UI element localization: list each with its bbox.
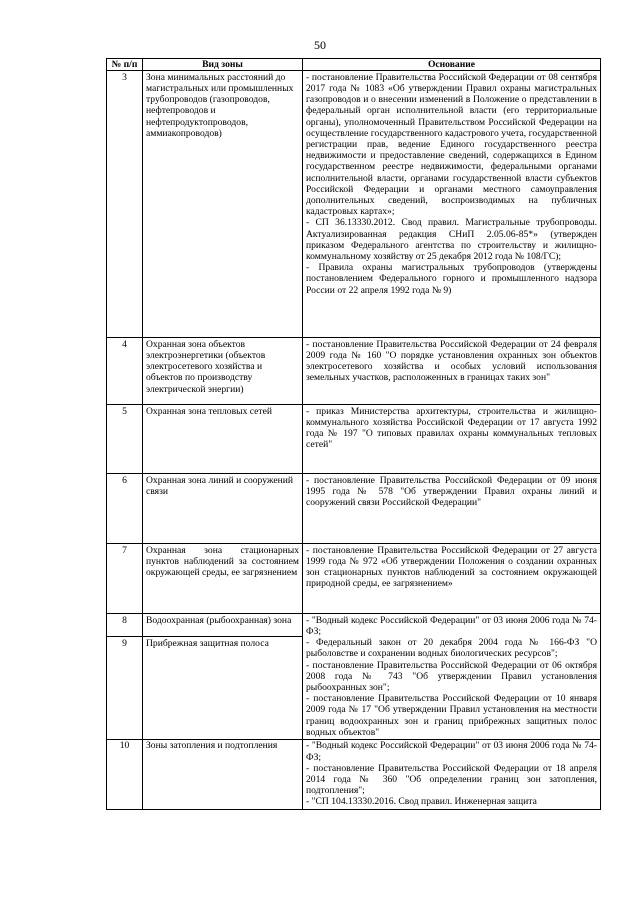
basis-item: - приказ Министерства архитектуры, строительства и жилищно-коммунального хозяйства Российской Федерации от 17 августа 1992 года № 197 "О типовых правилах охраны коммунальных тепловых сетей" <box>306 405 597 451</box>
basis-cell <box>303 474 601 544</box>
zone-type-cell: Зона минимальных расстояний до магистральных или промышленных трубопроводов (газопроводов, нефтепроводов и нефтепродуктопроводов, аммиакопроводов) <box>143 71 303 338</box>
row-number: 3 <box>107 71 143 338</box>
zone-type-cell: Охранная зона тепловых сетей <box>143 405 303 474</box>
row-number: 8 <box>107 614 143 637</box>
header-basis: Основание <box>303 59 601 71</box>
table-row <box>107 474 601 544</box>
basis-cell <box>303 544 601 614</box>
basis-cell <box>303 338 601 405</box>
basis-cell <box>303 71 601 338</box>
page-number: 50 <box>314 38 326 52</box>
zone-type-cell: Охранная зона стационарных пунктов наблюдений за состоянием окружающей среды, ее загрязнением <box>143 544 303 614</box>
zone-type-cell: Водоохранная (рыбоохранная) зона <box>143 614 303 637</box>
basis-item: - постановление Правительства Российской Федерации от 18 апреля 2014 года № 360 "Об определении границ зон затопления, подтопления"; <box>306 762 597 797</box>
row-number: 9 <box>107 637 143 740</box>
header-num: № п/п <box>107 59 143 71</box>
header-zone-type: Вид зоны <box>143 59 303 71</box>
zones-table <box>106 58 601 810</box>
basis-cell <box>303 405 601 474</box>
table-row <box>107 71 601 338</box>
basis-item: - постановление Правительства Российской Федерации от 27 августа 1999 года № 972 «Об утверждении Положения о создании охранных зон стационарных пунктов наблюдений за состоянием окружающей природной среды, ее загрязнением» <box>306 544 597 590</box>
table-header-row <box>107 59 601 71</box>
basis-cell <box>303 614 601 740</box>
zone-type-cell: Охранная зона объектов электроэнергетики (объектов электросетевого хозяйства и объектов по производству электрической энергии) <box>143 338 303 405</box>
table-row <box>107 544 601 614</box>
row-number: 5 <box>107 405 143 474</box>
basis-cell <box>303 739 601 809</box>
basis-item: - постановление Правительства Российской Федерации от 10 января 2009 года № 17 "Об утверждении Правил установления на местности границ водоохранных зон и границ прибрежных защитных полос водных объектов" <box>306 693 597 738</box>
table-row <box>107 739 601 809</box>
table-row <box>107 338 601 405</box>
table-row <box>107 614 601 637</box>
basis-item: - "Водный кодекс Российской Федерации" от 03 июня 2006 года № 74-ФЗ; <box>306 740 597 763</box>
row-number: 6 <box>107 474 143 544</box>
row-number: 10 <box>107 739 143 809</box>
basis-item: - постановление Правительства Российской Федерации от 08 сентября 2017 года № 1083 «Об утверждении Правил охраны магистральных газопроводов и о внесении изменений в Положение о представлении в федеральный орган исполнительной власти (его территориальные органы), уполномоченный Правительством Российской Федерации на осуществление государственного кадастрового учета, государственной регистрации прав, ведение Единого государственного реестра недвижимости и предоставление сведений, содержащихся в Едином государственном реестре недвижимости, федеральными органами исполнительной власти, органами государственной власти субъектов Российской Федерации и органами местного самоуправления дополнительных сведений, воспроизводимых на публичных кадастровых картах»; <box>306 71 597 218</box>
zone-type-cell: Зоны затопления и подтопления <box>143 739 303 809</box>
zone-type-cell: Охранная зона линий и сооружений связи <box>143 474 303 544</box>
basis-item: - СП 36.13330.2012. Свод правил. Магистральные трубопроводы. Актуализированная редакция СНиП 2.05.06-85*» (утвержден приказом Федерального агентства по строительству и жилищно-коммунальному хозяйству от 25 декабря 2012 года № 108/ГС); <box>306 217 597 262</box>
basis-item: - Федеральный закон от 20 декабря 2004 года № 166-ФЗ "О рыболовстве и сохранении водных биологических ресурсов"; <box>306 637 597 660</box>
basis-item: - "СП 104.13330.2016. Свод правил. Инженерная защита <box>306 796 537 808</box>
basis-item: - "Водный кодекс Российской Федерации" от 03 июня 2006 года № 74-ФЗ; <box>306 614 597 637</box>
basis-item: - Правила охраны магистральных трубопроводов (утверждены постановлением Федерального горного и промышленного надзора России от 22 апреля 1992 года № 9) <box>306 262 597 296</box>
row-number: 7 <box>107 544 143 614</box>
basis-item: - постановление Правительства Российской Федерации от 24 февраля 2009 года № 160 "О порядке установления охранных зон объектов электросетевого хозяйства и особых условий использования земельных участков, расположенных в границах таких зон" <box>306 338 597 384</box>
basis-item: - постановление Правительства Российской Федерации от 06 октября 2008 года № 743 "Об утверждении Правил установления рыбоохранных зон"; <box>306 659 597 693</box>
zone-type-cell: Прибрежная защитная полоса <box>143 637 303 740</box>
row-number: 4 <box>107 338 143 405</box>
basis-item: - постановление Правительства Российской Федерации от 09 июня 1995 года № 578 "Об утверждении Правил охраны линий и сооружений связи Российской Федерации" <box>306 474 597 509</box>
table-row <box>107 405 601 474</box>
